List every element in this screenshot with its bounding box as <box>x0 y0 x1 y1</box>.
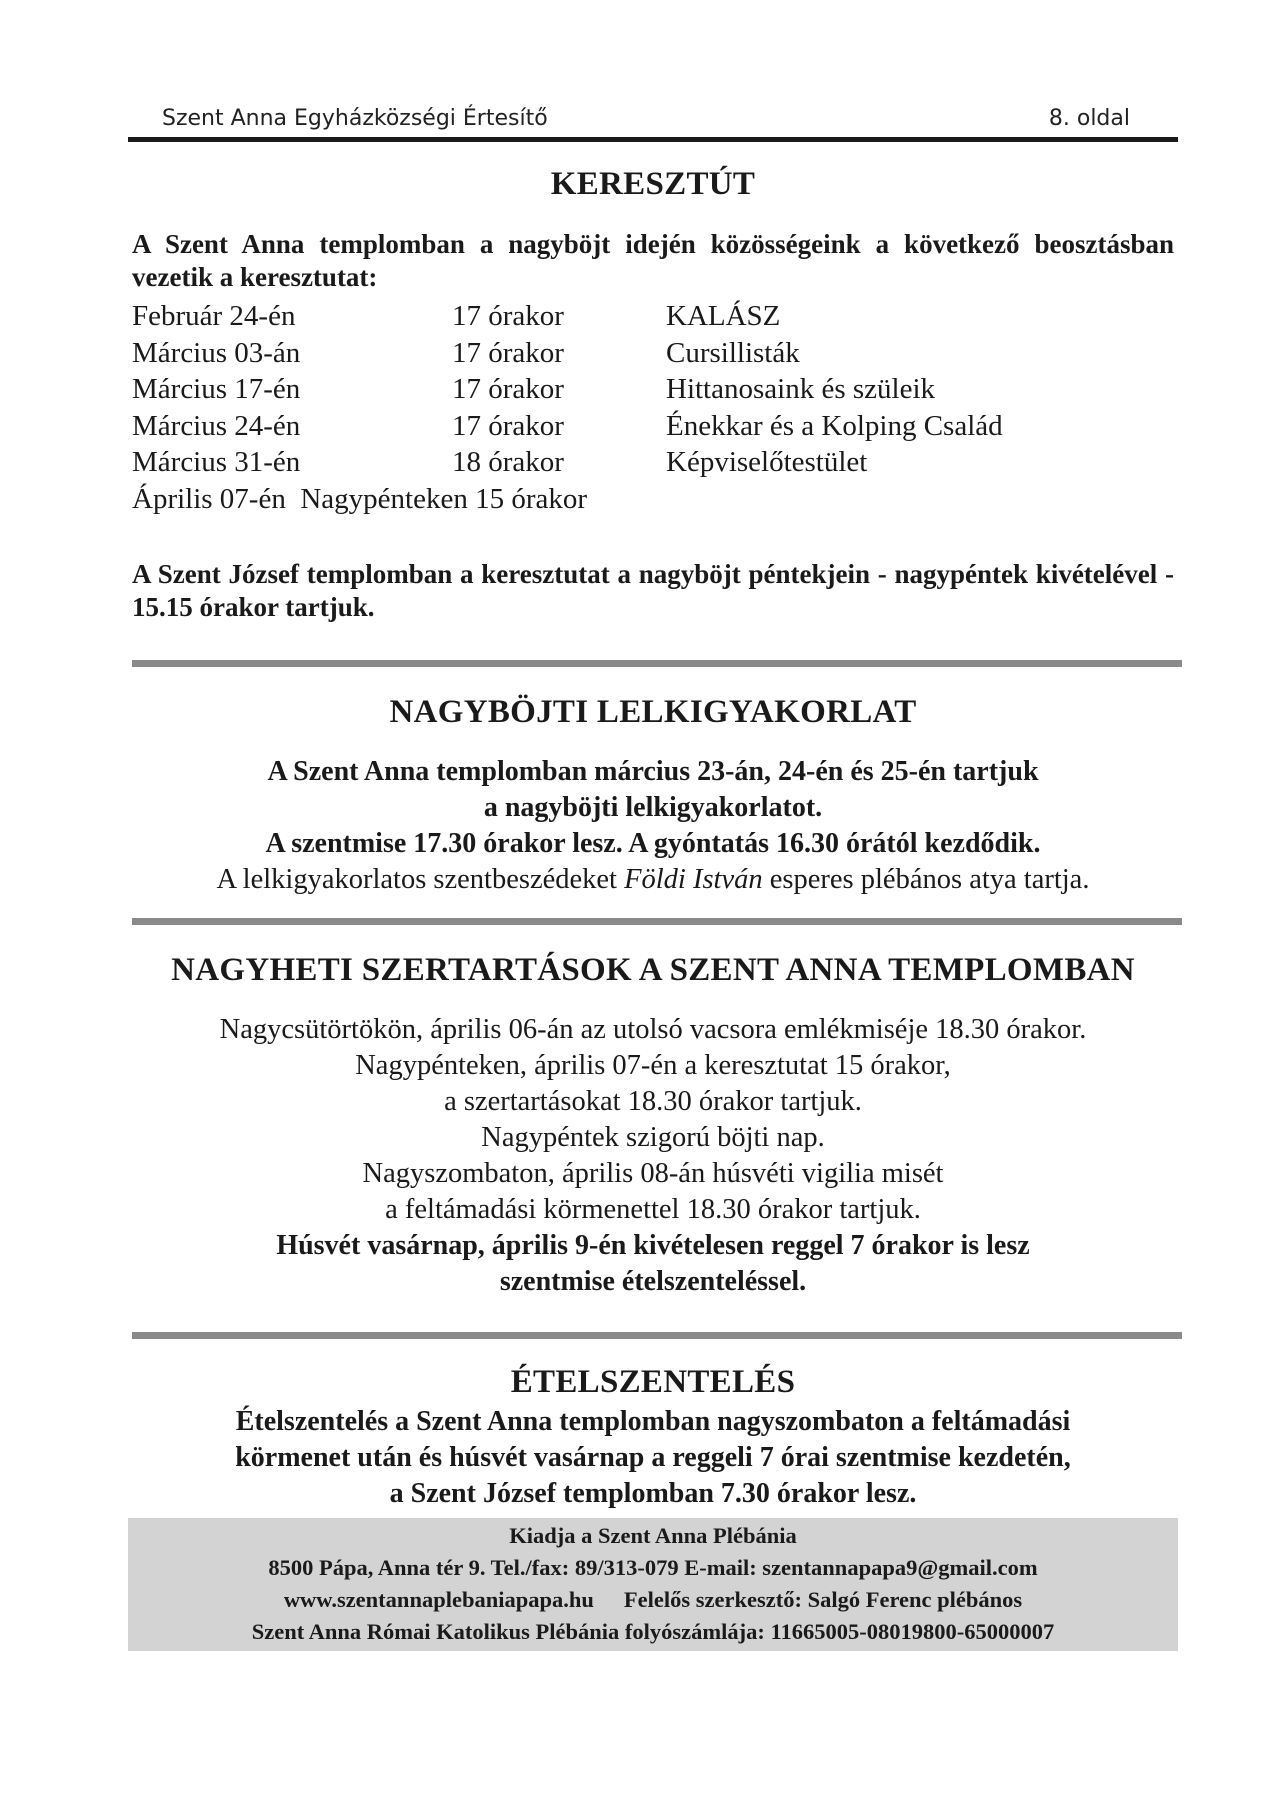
jozsef-keresztut: A Szent József templomban a keresztutat a nagyböjt péntekjein - nagypéntek kivételével - 15.15 órakor tartjuk. <box>132 559 1174 622</box>
nagyhet-line: a szertartásokat 18.30 órakor tartjuk. <box>444 1086 862 1117</box>
schedule-time: 17 órakor <box>452 409 564 442</box>
nagyhet-line: Nagypéntek szigorú böjti nap. <box>481 1122 825 1153</box>
publisher-footer <box>128 1518 1178 1651</box>
etelszenteles-line: körmenet után és húsvét vasárnap a reggeli 7 órai szentmise kezdetén, <box>235 1442 1071 1473</box>
schedule-date: Március 03-án <box>132 336 301 369</box>
schedule-group: Cursillisták <box>666 336 800 369</box>
lelkigyakorlat-preacher-line <box>128 862 1178 898</box>
schedule-group: Hittanosaink és szüleik <box>666 373 936 405</box>
nagyhet-title: NAGYHETI SZERTARTÁSOK A SZENT ANNA TEMPLOMBAN <box>171 952 1135 988</box>
schedule-time: 17 órakor <box>452 373 564 405</box>
schedule-group: KALÁSZ <box>666 300 781 332</box>
lelkigyakorlat-line: a nagyböjti lelkigyakorlatot. <box>483 792 823 823</box>
schedule-time: 17 órakor <box>452 336 564 369</box>
preacher-name: Földi István <box>624 864 763 895</box>
schedule-date: Február 24-én <box>132 300 296 332</box>
schedule-good-friday: Április 07-én Nagypénteken 15 órakor <box>132 482 588 515</box>
nagyhet-easter-line: Húsvét vasárnap, április 9-én kivételesen reggel 7 órakor is lesz <box>276 1230 1030 1261</box>
schedule-time: 18 órakor <box>452 446 564 478</box>
nagyhet-line: Nagycsütörtökön, április 06-án az utolsó vacsora emlékmiséje 18.30 órakor. <box>219 1014 1087 1045</box>
nagyhet-line: Nagypénteken, április 07-én a keresztutat 15 órakor, <box>355 1050 951 1081</box>
preacher-text: A lelkigyakorlatos szentbeszédeket <box>216 864 625 895</box>
schedule-time: 17 órakor <box>452 300 564 332</box>
header-divider <box>128 137 1178 142</box>
publisher-line: Kiadja a Szent Anna Plébánia <box>509 1523 797 1548</box>
keresztut-title: KERESZTÚT <box>550 166 756 202</box>
schedule-date: Március 17-én <box>132 373 301 405</box>
etelszenteles-line: a Szent József templomban 7.30 órakor lesz. <box>389 1478 917 1509</box>
contact-line: 8500 Pápa, Anna tér 9. Tel./fax: 89/313-079 E-mail: szentannapapa9@gmail.com <box>268 1555 1038 1580</box>
schedule-group: Énekkar és a Kolping Család <box>666 409 1003 442</box>
nagyhet-easter-line: szentmise ételszenteléssel. <box>499 1266 807 1297</box>
schedule-date: Március 31-én <box>132 446 301 478</box>
website-link[interactable]: www.szentannaplebaniapapa.hu <box>283 1587 594 1612</box>
account-line: Szent Anna Római Katolikus Plébánia folyószámlája: 11665005-08019800-65000007 <box>251 1619 1055 1644</box>
preacher-text: esperes plébános atya tartja. <box>762 864 1090 895</box>
section-divider <box>132 660 1182 667</box>
lelkigyakorlat-line: A szentmise 17.30 órakor lesz. A gyóntatás 16.30 órától kezdődik. <box>265 828 1041 859</box>
schedule-date: Március 24-én <box>132 409 301 442</box>
section-divider <box>132 918 1182 925</box>
etelszenteles-title: ÉTELSZENTELÉS <box>510 1364 796 1400</box>
keresztut-intro: A Szent Anna templomban a nagyböjt idején közösségeink a következő beosztásban vezetik a keresztutat: <box>132 229 1174 292</box>
newsletter-title: Szent Anna Egyházközségi Értesítő <box>162 106 548 131</box>
section-divider <box>132 1332 1182 1339</box>
lelkigyakorlat-title: NAGYBÖJTI LELKIGYAKORLAT <box>389 694 917 730</box>
lelkigyakorlat-body <box>128 754 1178 898</box>
web-editor-line <box>128 1584 1178 1616</box>
page-number: 8. oldal <box>1048 106 1130 131</box>
lelkigyakorlat-line: A Szent Anna templomban március 23-án, 24-én és 25-én tartjuk <box>267 756 1039 787</box>
page-header <box>128 104 1178 140</box>
nagyhet-line: Nagyszombaton, április 08-án húsvéti vigilia misét <box>362 1158 944 1189</box>
etelszenteles-body <box>128 1404 1178 1512</box>
schedule-group: Képviselőtestület <box>666 446 868 478</box>
editor-text: Felelős szerkesztő: Salgó Ferenc plébános <box>623 1587 1023 1612</box>
nagyhet-body <box>128 1012 1178 1300</box>
etelszenteles-line: Ételszentelés a Szent Anna templomban nagyszombaton a feltámadási <box>235 1406 1071 1437</box>
nagyhet-line: a feltámadási körmenettel 18.30 órakor tartjuk. <box>385 1194 921 1225</box>
